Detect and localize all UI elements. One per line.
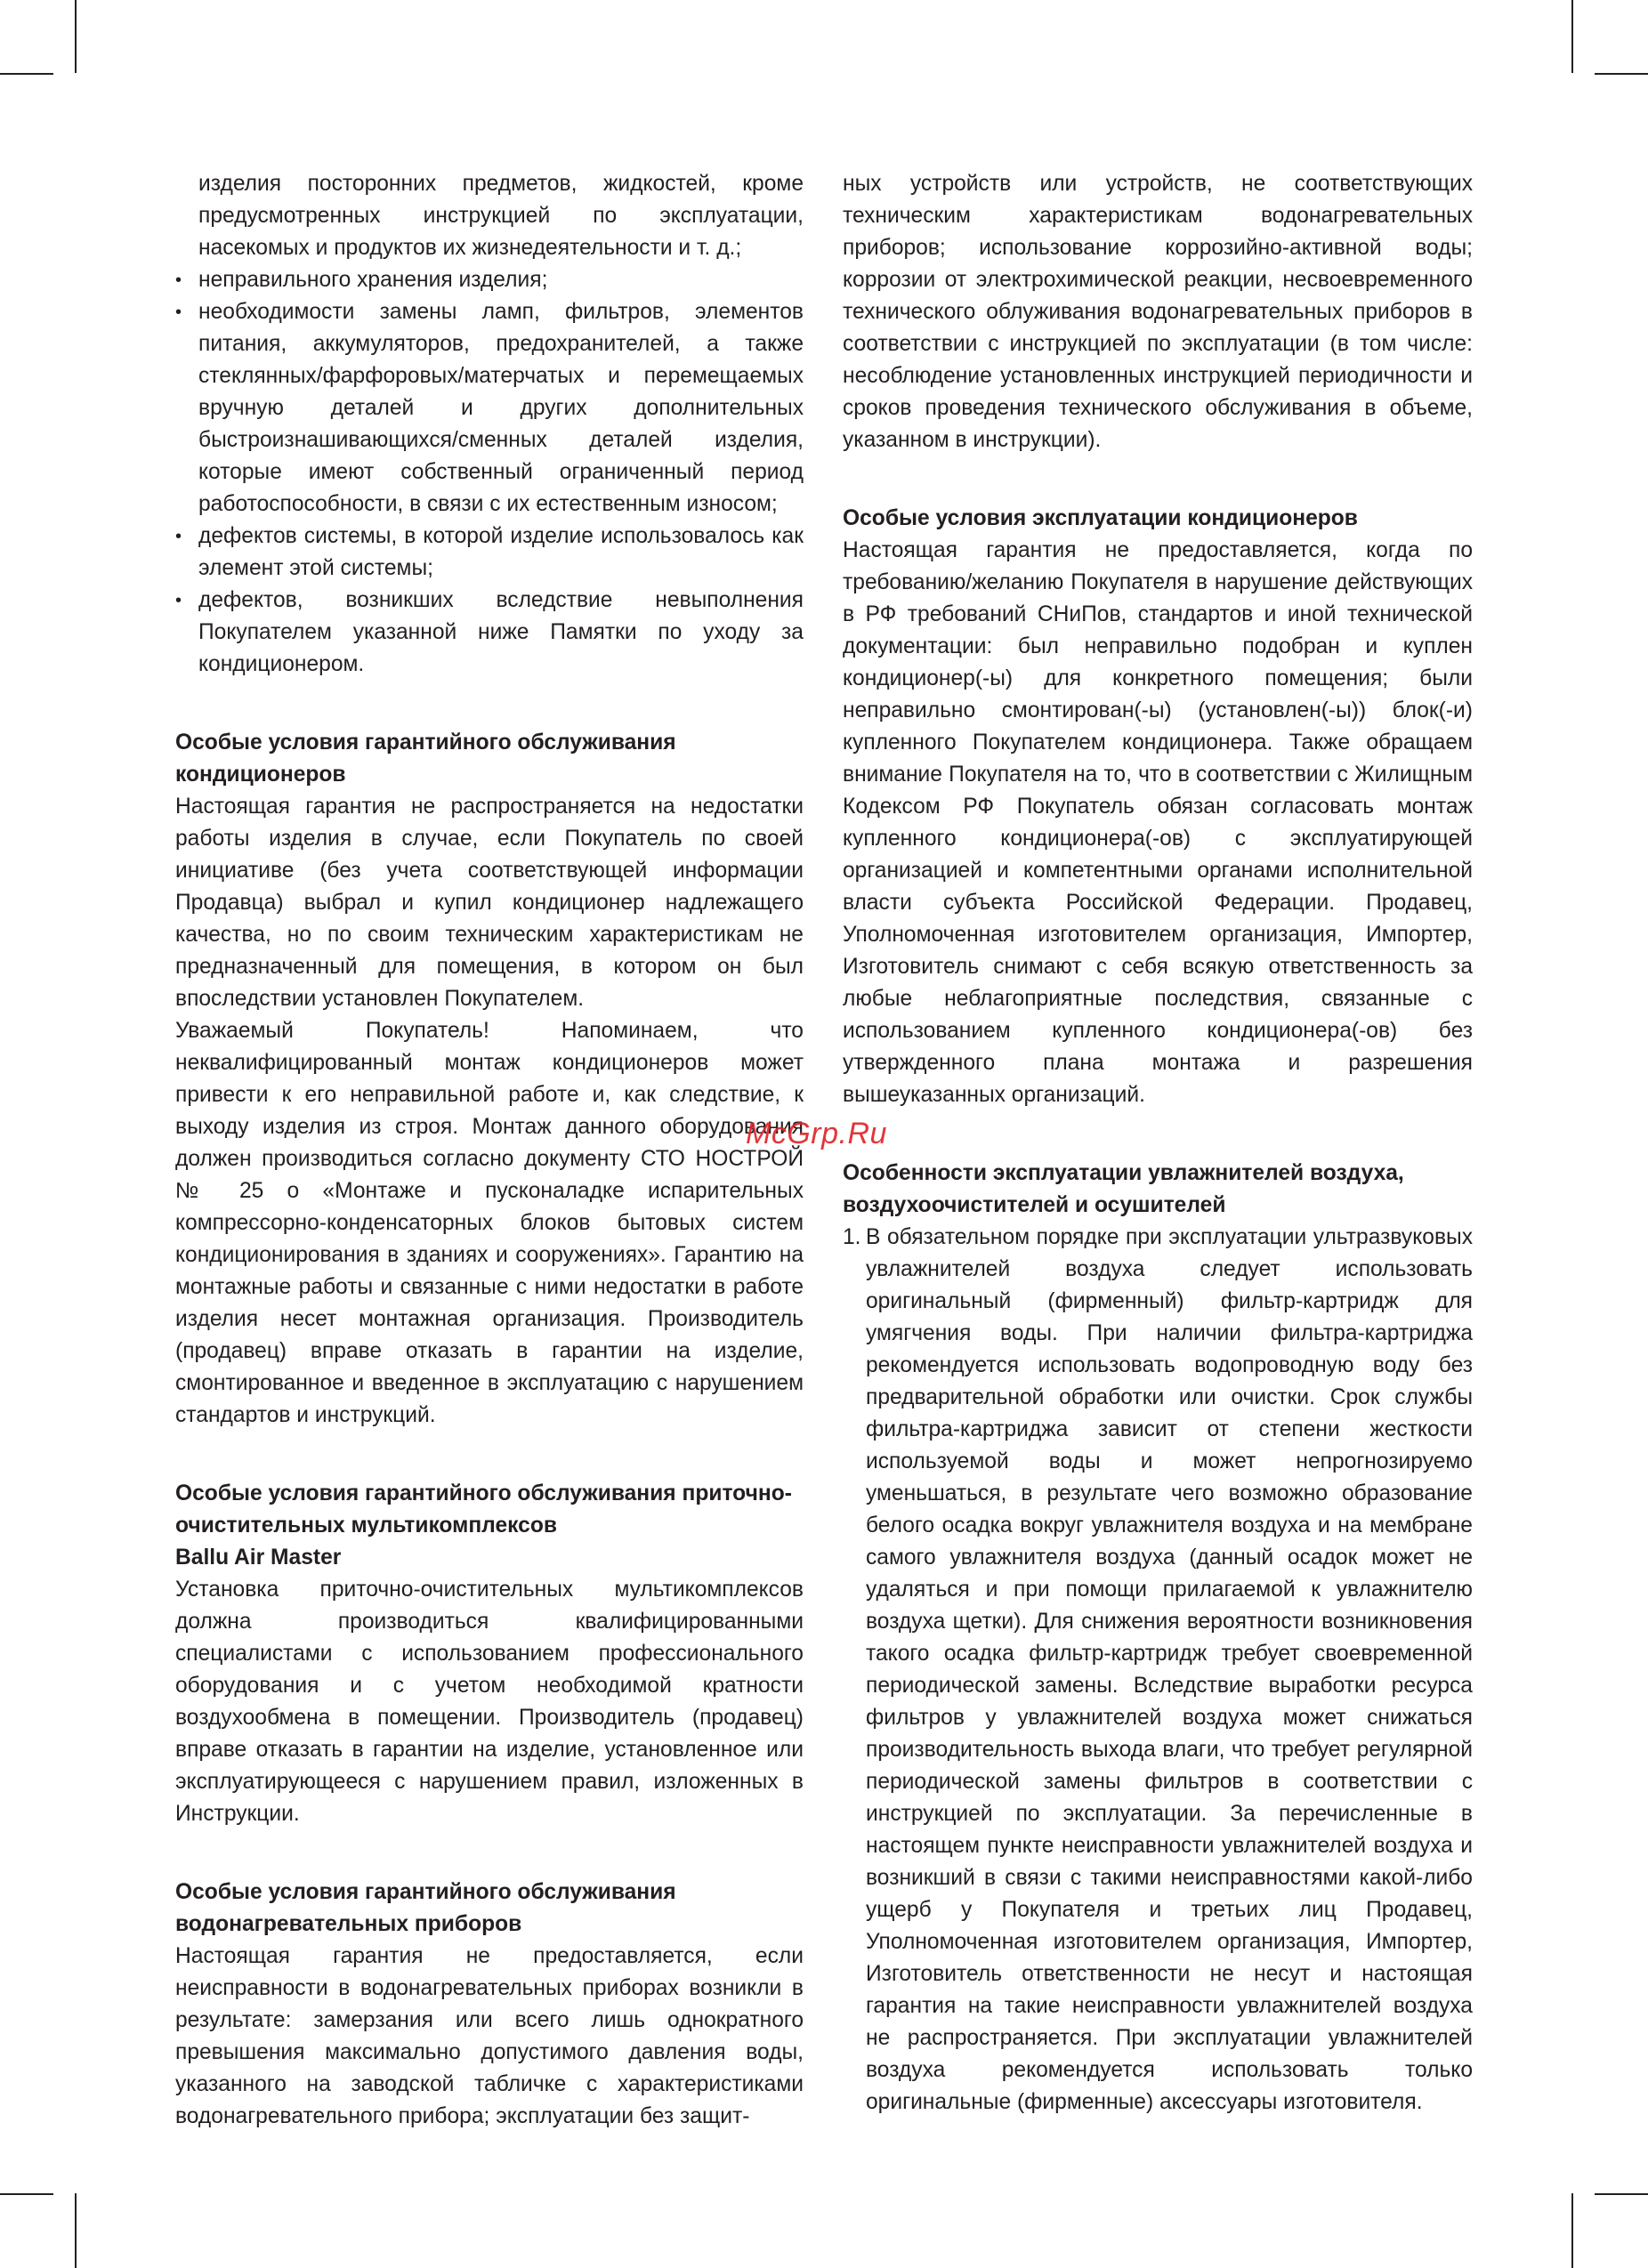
list-item: • неправильного хранения изделия; bbox=[175, 264, 804, 296]
item-text: В обязательном порядке при эксплуатации ультразвуковых увлажнителей воздуха следует использовать оригинальный (фирменный) фильтр-картридж для умягчения воды. При наличии фильтра-картриджа рекомендуется использовать водопроводную воду без предварительной обработки или очистки. Срок службы фильтра-картриджа зависит от степени жесткости используемой воды и может непрогнозируемо уменьшаться, в результате чего возможно образование белого осадка вокруг увлажнителя воздуха и на мембране самого увлажнителя воздуха (данный осадок может не удаляться и при помощи прилагаемой к увлажнителю воздуха щетки). Для снижения вероятности возникновения такого осадка фильтр-картридж требует своевременной периодической замены. Вследствие выработки ресурса фильтров у увлажнителей воздуха может снижаться производительность выхода влаги, что требует регулярной периодической замены фильтров в соответствии с инструкцией по эксплуатации. За перечисленные в настоящем пункте неисправности увлажнителей воздуха и возникший в связи с такими неисправностями какой-либо ущерб у Покупателя и третьих лиц Продавец, Уполномоченная изготовителем организация, Импортер, Изготовитель ответственности не несут и настоящая гарантия на такие неисправности увлажнителей воздуха не распространяется. При эксплуатации увлажнителей воздуха рекомендуется использовать только оригинальные (фирменные) аксессуары изготовителя. bbox=[866, 1225, 1473, 2114]
paragraph: Настоящая гарантия не предоставляется, если неисправности в водонагревательных приборах возникли в результате: замерзания или всего лишь однократного превышения максимально допустимого давления воды, указанного на заводской табличке с характеристиками водонагревательного прибора; эксплуатации без защит- bbox=[175, 1944, 804, 2128]
paragraph: Установка приточно-очистительных мультикомплексов должна производиться квалифицированными специалистами с использованием профессионального оборудования и с учетом необходимой кратности воздухообмена в помещении. Производитель (продавец) вправе отказать в гарантии на изделие, установленное или эксплуатирующееся с нарушением правил, изложенных в Инструкции. bbox=[175, 1578, 804, 1826]
paragraph: Настоящая гарантия не предоставляется, когда по требованию/желанию Покупателя в нарушение действующих в РФ требований СНиПов, стандартов и иной технической документации: был неправильно подобран и куплен кондиционер(-ы) для конкретного помещения; были неправильно смонтирован(-ы) (установлен(-ы)) блок(-и) купленного Покупателем кондиционера. Также обращаем внимание Покупателя на то, что в соответствии с Жилищным Кодексом РФ Покупатель обязан согласовать монтаж купленного кондиционера(-ов) с эксплуатирующей организацией и компетентными органами исполнительной власти субъекта Российской Федерации. Продавец, Уполномоченная изготовителем организация, Импортер, Изготовитель снимают с себя всякую ответственность за любые неблагоприятные последствия, связанные с использованием купленного кондиционера(-ов) без утвержденного плана монтажа и разрешения вышеуказанных организаций. bbox=[843, 538, 1473, 1107]
heading-line: Ballu Air Master bbox=[175, 1546, 342, 1570]
paragraph: Настоящая гарантия не распространяется на недостатки работы изделия в случае, если Покупатель по своей инициативе (без учета соответствующей информации Продавца) выбрал и купил кондиционер надлежащего качества, но по своим техническим характеристикам не предназначенный для помещения, в котором он был впоследствии установлен Покупателем. bbox=[175, 795, 804, 1011]
left-column bbox=[175, 168, 804, 2133]
watermark: McGrp.Ru bbox=[746, 1117, 887, 1150]
section-heading-air-master-warranty bbox=[175, 1478, 804, 1574]
paragraph: Уважаемый Покупатель! Напоминаем, что неквалифицированный монтаж кондиционеров может привести к его неправильной работе и, как следствие, к выходу изделия из строя. Монтаж данного оборудования должен производиться согласно документу СТО НОСТРОЙ № 25 о «Монтаже и пусконаладке испарительных компрессорно-конденсаторных блоков бытовых систем кондиционирования в зданиях и сооружениях». Гарантию на монтажные работы и связанные с ними недостатки в работе изделия несет монтажная организация. Производитель (продавец) вправе отказать в гарантии на изделие, смонтированное и введенное в эксплуатацию с нарушением стандартов и инструкций. bbox=[175, 1019, 804, 1427]
exclusions-list bbox=[175, 264, 804, 681]
section-heading-air-conditioners-warranty: Особые условия гарантийного обслуживания кондиционеров bbox=[175, 730, 676, 787]
crop-mark bbox=[1595, 73, 1648, 75]
crop-mark bbox=[1571, 2193, 1573, 2268]
section-heading-humidifiers: Особенности эксплуатации увлажнителей воздуха, воздухоочистителей и осушителей bbox=[843, 1161, 1404, 1217]
list-item bbox=[843, 1222, 1473, 2119]
continued-paragraph: изделия посторонних предметов, жидкостей, кроме предусмотренных инструкцией по эксплуатации, насекомых и продуктов их жизнедеятельности и т. д.; bbox=[198, 172, 804, 260]
crop-mark bbox=[1595, 2193, 1648, 2195]
crop-mark bbox=[75, 2193, 77, 2268]
list-item: • необходимости замены ламп, фильтров, элементов питания, аккумуляторов, предохранителей, а также стеклянных/фарфоровых/матерчатых и перемещаемых вручную деталей и других дополнительных быстроизнашивающихся/сменных деталей изделия, которые имеют собственный ограниченный период работоспособности, в связи с их естественным износом; bbox=[175, 296, 804, 521]
continued-paragraph: ных устройств или устройств, не соответствующих техническим характеристикам водонагревательных приборов; использование коррозийно-активной воды; коррозии от электрохимической реакции, несвоевременного технического облуживания водонагревательных приборов в соответствии с инструкцией по эксплуатации (в том числе: несоблюдение установленных инструкцией периодичности и сроков проведения технического обслуживания в объеме, указанном в инструкции). bbox=[843, 172, 1473, 452]
section-heading-air-conditioners-operation: Особые условия эксплуатации кондиционеров bbox=[843, 506, 1358, 530]
numbered-list bbox=[843, 1222, 1473, 2119]
crop-mark bbox=[1571, 0, 1573, 73]
list-item: • дефектов системы, в которой изделие использовалось как элемент этой системы; bbox=[175, 521, 804, 585]
list-item: • дефектов, возникших вследствие невыполнения Покупателем указанной ниже Памятки по уходу за кондиционером. bbox=[175, 585, 804, 681]
right-column bbox=[843, 168, 1473, 2119]
crop-mark bbox=[0, 2193, 53, 2195]
section-heading-water-heaters-warranty: Особые условия гарантийного обслуживания водонагревательных приборов bbox=[175, 1880, 676, 1936]
crop-mark bbox=[0, 73, 53, 75]
item-number: 1. bbox=[843, 1225, 861, 1249]
crop-mark bbox=[75, 0, 77, 73]
heading-line: Особые условия гарантийного обслуживания приточно-очистительных мультикомплексов bbox=[175, 1481, 792, 1538]
